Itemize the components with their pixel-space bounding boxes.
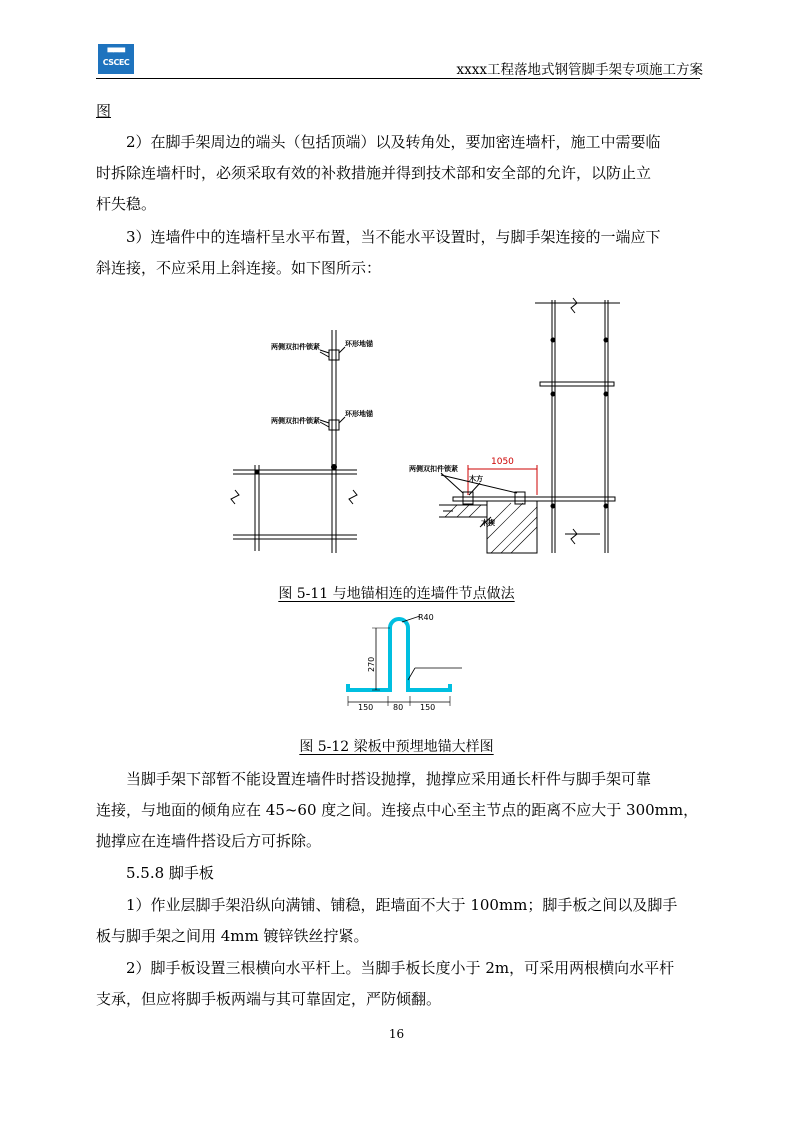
dim-1050: 1050: [491, 457, 514, 467]
label-ring-anchor-upper: 环形地锚: [345, 340, 373, 348]
header-divider: [96, 78, 700, 79]
fastener-upper: [329, 350, 339, 360]
paragraph-3-line-2: 斜连接，不应采用上斜连接。如下图所示：: [96, 259, 382, 277]
label-ring-anchor-lower: 环形地锚: [345, 410, 373, 418]
page-number: 16: [388, 1027, 405, 1041]
paragraph-2-line-3: 杆失稳。: [96, 195, 157, 213]
fastener-lower: [329, 420, 339, 430]
paragraph-2-line-2: 时拆除连墙杆时，必须采取有效的补救措施并得到技术部和安全部的允许，以防止立: [96, 164, 652, 182]
label-r40: R40: [418, 613, 434, 622]
figure-5-11-caption: 图 5-11 与地锚相连的连墙件节点做法: [278, 586, 515, 602]
logo-text: CSCEC: [102, 58, 130, 67]
label-double-fastener-lower: 两侧双扣件锁紧: [271, 417, 320, 425]
dim-80: 80: [393, 703, 404, 712]
paragraph-3-line-1: 3）连墙件中的连墙杆呈水平布置，当不能水平设置时，与脚手架连接的一端应下: [126, 228, 661, 246]
company-logo: ▀▀▀ CSCEC: [98, 44, 134, 74]
paragraph-5-line-2: 板与脚手架之间用 4mm 镀锌铁丝拧紧。: [96, 927, 369, 945]
label-double-fastener-right: 两侧双扣件锁紧: [409, 465, 458, 473]
dim-150-right: 150: [420, 703, 436, 712]
label-double-fastener-upper: 两侧双扣件锁紧: [271, 343, 320, 351]
figure-reference-line: 图: [96, 102, 112, 120]
paragraph-5-line-1: 1）作业层脚手架沿纵向满铺、铺稳，距墙面不大于 100mm；脚手板之间以及脚手: [126, 896, 678, 914]
label-wood-wedge: 木楔: [481, 519, 495, 527]
figure-5-12-drawing: [330, 610, 470, 716]
paragraph-2-line-1: 2）在脚手架周边的端头（包括顶端）以及转角处，要加密连墙杆，施工中需要临: [126, 133, 661, 151]
figure-5-12-caption: 图 5-12 梁板中预埋地锚大样图: [299, 739, 494, 755]
paragraph-6-line-1: 2）脚手板设置三根横向水平杆上。当脚手板长度小于 2m，可采用两根横向水平杆: [126, 959, 675, 977]
dim-150-left: 150: [358, 703, 374, 712]
section-heading-5-5-8: 5.5.8 脚手板: [126, 864, 214, 882]
anchor-bar: [348, 619, 450, 690]
paragraph-4-line-2: 连接，与地面的倾角应在 45~60 度之间。连接点中心至主节点的距离不应大于 300mm，: [96, 801, 699, 819]
dim-270: 270: [367, 656, 376, 672]
paragraph-4-line-3: 抛撑应在连墙件搭设后方可拆除。: [96, 832, 322, 850]
document-title: xxxx工程落地式钢管脚手架专项施工方案: [456, 62, 703, 78]
concrete-column: [487, 501, 537, 553]
label-timber: 木方: [469, 475, 483, 483]
paragraph-4-line-1: 当脚手架下部暂不能设置连墙件时搭设抛撑，抛撑应采用通长杆件与脚手架可靠: [126, 770, 652, 788]
paragraph-6-line-2: 支承，但应将脚手板两端与其可靠固定，严防倾翻。: [96, 990, 442, 1008]
figure-5-11-drawing: [225, 295, 625, 557]
